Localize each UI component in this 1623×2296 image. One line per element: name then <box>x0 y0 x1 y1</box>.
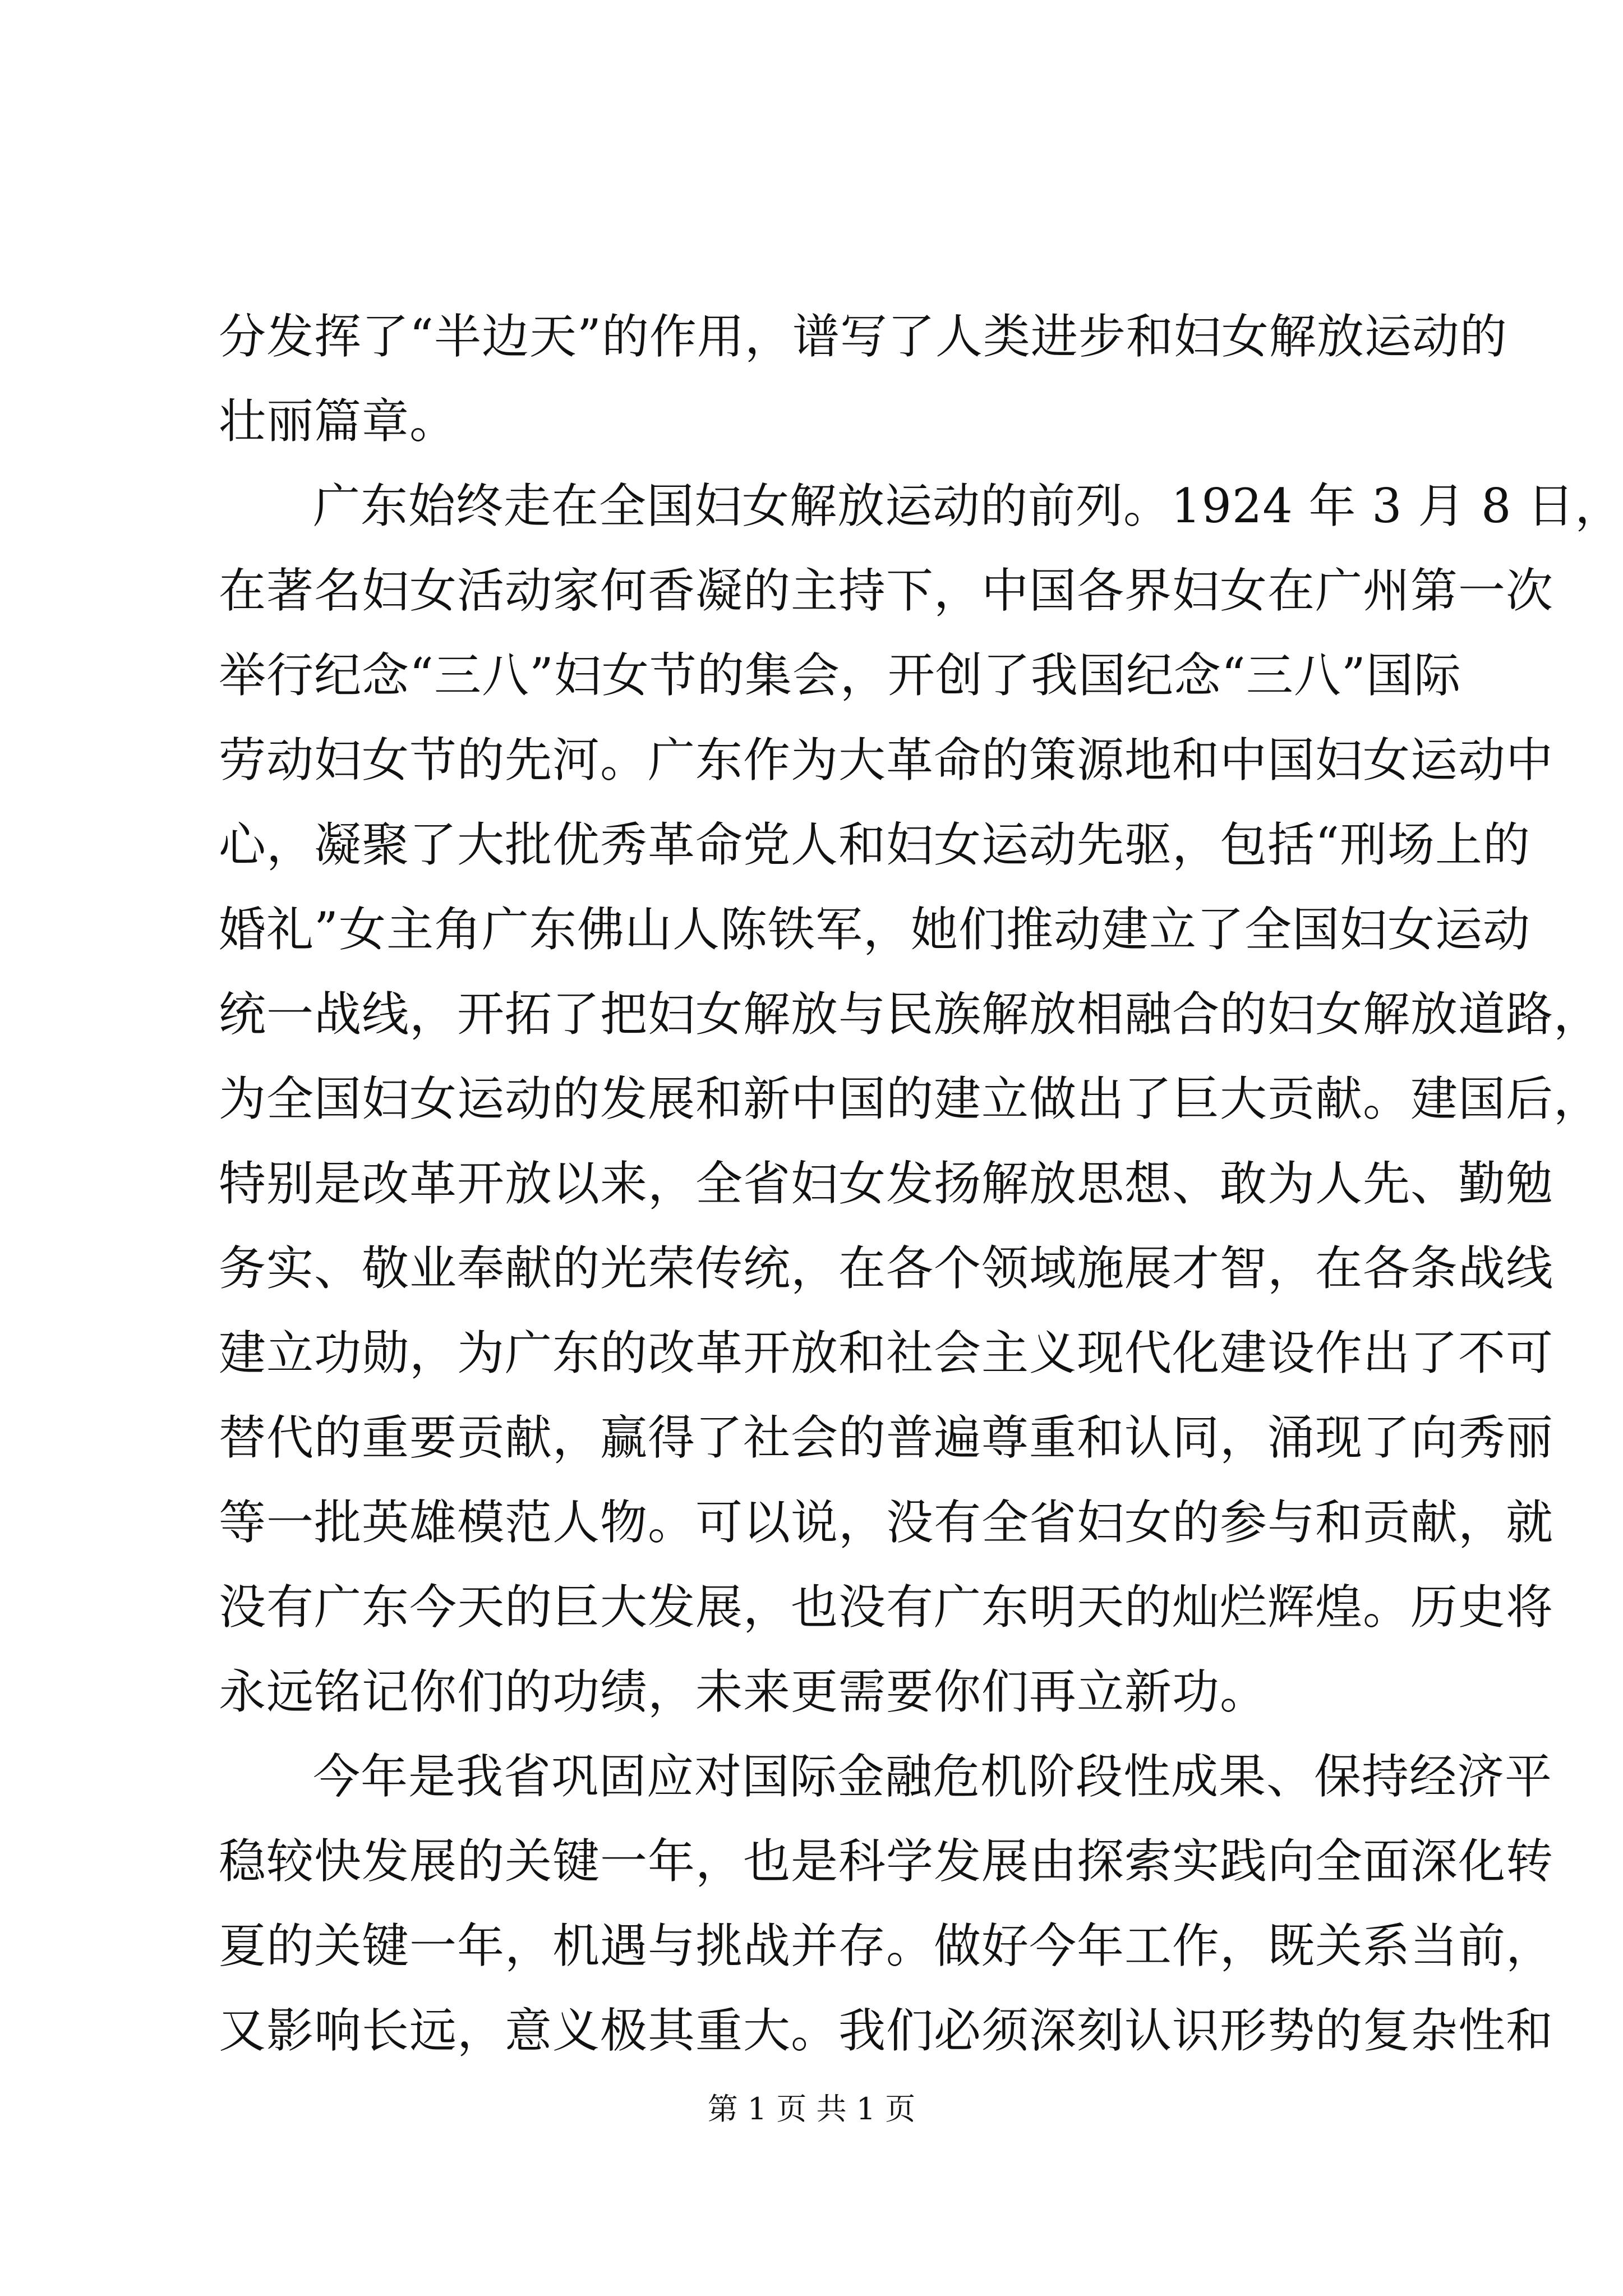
text-line: 壮丽篇章。 <box>219 394 458 449</box>
text-line: 举行纪念“三八”妇女节的集会，开创了我国纪念“三八”国际 <box>219 648 1461 703</box>
text-line: 分发挥了“半边天”的作用，谱写了人类进步和妇女解放运动的 <box>219 309 1507 364</box>
text-line: 为全国妇女运动的发展和新中国的建立做出了巨大贡献。建国后， <box>219 1071 1602 1126</box>
text-line: 务实、敬业奉献的光荣传统，在各个领域施展才智，在各条战线 <box>219 1241 1554 1296</box>
text-line: 婚礼”女主角广东佛山人陈铁军，她们推动建立了全国妇女运动 <box>219 902 1530 957</box>
text-line: 统一战线，开拓了把妇女解放与民族解放相融合的妇女解放道路， <box>219 987 1602 1042</box>
text-line: 夏的关键一年，机遇与挑战并存。做好今年工作，既关系当前， <box>219 1918 1554 1973</box>
text-line: 又影响长远，意义极其重大。我们必须深刻认识形势的复杂性和 <box>219 2003 1554 2058</box>
text-line: 心，凝聚了大批优秀革命党人和妇女运动先驱，包括“刑场上的 <box>219 817 1530 872</box>
text-line: 建立功勋，为广东的改革开放和社会主义现代化建设作出了不可 <box>219 1326 1554 1381</box>
text-line: 等一批英雄模范人物。可以说，没有全省妇女的参与和贡献，就 <box>219 1495 1554 1550</box>
text-line: 没有广东今天的巨大发展，也没有广东明天的灿烂辉煌。历史将 <box>219 1580 1554 1635</box>
text-line: 劳动妇女节的先河。广东作为大革命的策源地和中国妇女运动中 <box>219 733 1554 788</box>
text-line: 稳较快发展的关键一年，也是科学发展由探索实践向全面深化转 <box>219 1834 1554 1889</box>
text-line: 替代的重要贡献，赢得了社会的普遍尊重和认同，涌现了向秀丽 <box>219 1410 1554 1465</box>
text-line: 特别是改革开放以来，全省妇女发扬解放思想、敢为人先、勤勉 <box>219 1156 1554 1211</box>
paragraph-start-line: 广东始终走在全国妇女解放运动的前列。1924 年 3 月 8 日， <box>313 478 1623 533</box>
paragraph-start-line: 今年是我省巩固应对国际金融危机阶段性成果、保持经济平 <box>313 1749 1553 1804</box>
page-number-footer: 第 1 页 共 1 页 <box>707 2091 916 2127</box>
text-line: 永远铭记你们的功绩，未来更需要你们再立新功。 <box>219 1664 1268 1719</box>
document-body <box>219 295 1623 2073</box>
text-line: 在著名妇女活动家何香凝的主持下，中国各界妇女在广州第一次 <box>219 563 1554 618</box>
